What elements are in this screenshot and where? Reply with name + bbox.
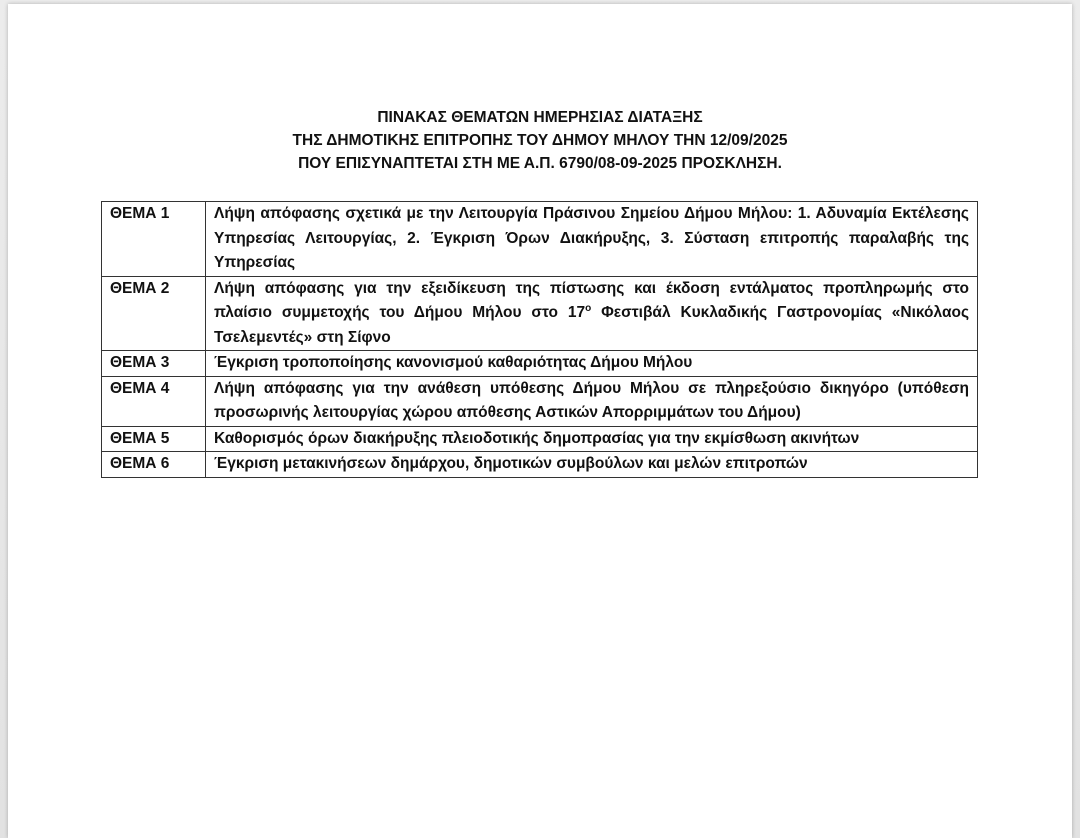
item-label: ΘΕΜΑ 3 (102, 351, 206, 377)
item-description-part-1: Λήψη απόφασης για την εξειδίκευση της πίστωσης και έκδοση εντάλματος προπληρωμής στο πλαίσιο συμμετοχής του Δήμου Μήλου στο 17 (214, 279, 969, 321)
item-description: Καθορισμός όρων διακήρυξης πλειοδοτικής δημοπρασίας για την εκμίσθωση ακινήτων (206, 426, 978, 452)
table-row (102, 426, 978, 452)
item-label: ΘΕΜΑ 6 (102, 452, 206, 478)
item-label: ΘΕΜΑ 1 (102, 202, 206, 277)
table-row (102, 202, 978, 277)
agenda-table (101, 201, 978, 478)
item-description: Έγκριση τροποποίησης κανονισμού καθαριότητας Δήμου Μήλου (206, 351, 978, 377)
item-description-part-2: Φεστιβάλ Κυκλαδικής Γαστρονομίας «Νικόλαος Τσελεμεντές» στη Σίφνο (214, 304, 969, 346)
item-description (206, 276, 978, 351)
table-row (102, 452, 978, 478)
document-title (8, 106, 1072, 175)
item-description: Λήψη απόφασης για την ανάθεση υπόθεσης Δήμου Μήλου σε πληρεξούσιο δικηγόρο (υπόθεση προσωρινής λειτουργίας χώρου απόθεσης Αστικών Απορριμμάτων του Δήμου) (206, 376, 978, 426)
item-label: ΘΕΜΑ 2 (102, 276, 206, 351)
title-line-1: ΠΙΝΑΚΑΣ ΘΕΜΑΤΩΝ ΗΜΕΡΗΣΙΑΣ ΔΙΑΤΑΞΗΣ (377, 109, 703, 126)
title-line-2: ΤΗΣ ΔΗΜΟΤΙΚΗΣ ΕΠΙΤΡΟΠΗΣ ΤΟΥ ΔΗΜΟΥ ΜΗΛΟΥ ΤΗΝ 12/09/2025 (292, 132, 788, 149)
table-row (102, 351, 978, 377)
title-line-3: ΠΟΥ ΕΠΙΣΥΝΑΠΤΕΤΑΙ ΣΤΗ ΜΕ Α.Π. 6790/08-09-2025 ΠΡΟΣΚΛΗΣΗ. (298, 155, 782, 172)
document-page (8, 4, 1072, 838)
item-label: ΘΕΜΑ 5 (102, 426, 206, 452)
item-label: ΘΕΜΑ 4 (102, 376, 206, 426)
item-description: Λήψη απόφασης σχετικά με την Λειτουργία Πράσινου Σημείου Δήμου Μήλου: 1. Αδυναμία Εκτέλεσης Υπηρεσίας Λειτουργίας, 2. Έγκριση Όρων Διακήρυξης, 3. Σύσταση επιτροπής παραλαβής της Υπηρεσίας (206, 202, 978, 277)
table-row (102, 376, 978, 426)
table-row (102, 276, 978, 351)
ordinal-superscript: ο (585, 303, 592, 314)
item-description: Έγκριση μετακινήσεων δημάρχου, δημοτικών συμβούλων και μελών επιτροπών (206, 452, 978, 478)
